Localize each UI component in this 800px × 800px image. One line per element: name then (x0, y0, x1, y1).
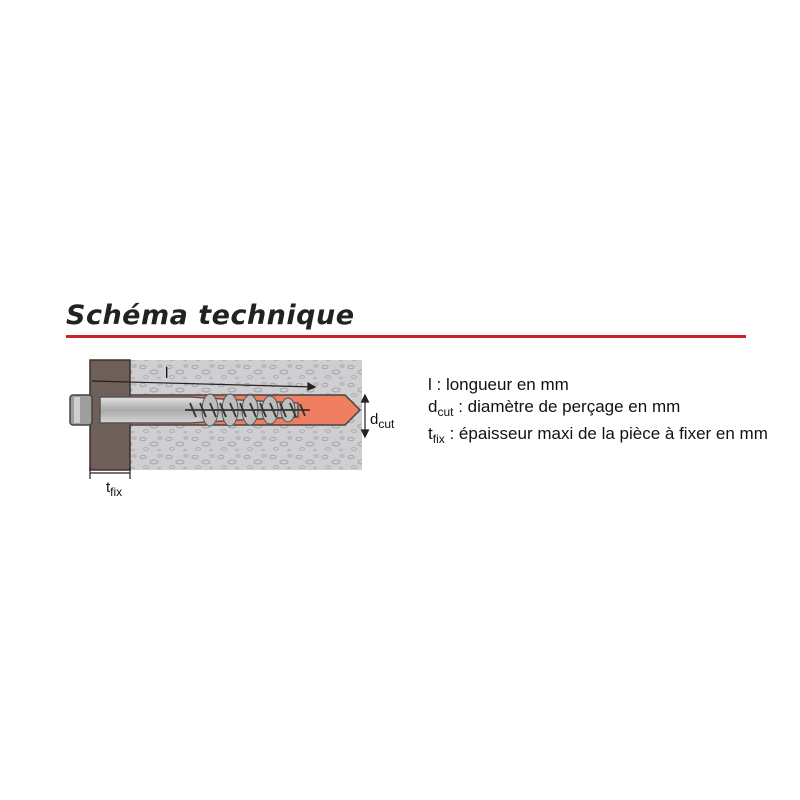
legend-item-l: l : longueur en mm (428, 375, 569, 394)
dimension-dcut (362, 395, 369, 437)
legend (428, 374, 768, 450)
label-dcut: $d_{cut}$ (370, 411, 395, 431)
legend-item-dcut: $d_{cut}$ : diamètre de perçage en mm (428, 397, 681, 419)
label-tfix: $t_{fix}$ (106, 479, 123, 499)
title-underline (66, 335, 746, 338)
legend-item-tfix: $t_{fix}$ : épaisseur maxi de la pièce à fixer en mm (428, 424, 768, 446)
section-title: Schéma technique (66, 300, 355, 331)
anchor-diagram (60, 345, 420, 510)
label-l: l (165, 365, 169, 382)
screw-head (70, 395, 92, 425)
